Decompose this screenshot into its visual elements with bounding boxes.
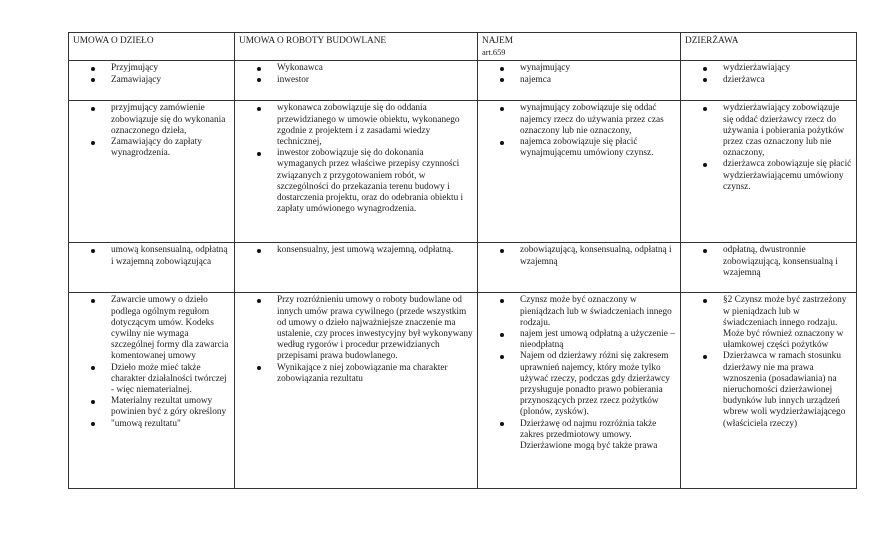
header-cell-najem (478, 33, 681, 61)
list-item: wynajmujący zobowiązuje się oddać najemcy rzecz do używania przez czas oznaczony lub nie oznaczony, (520, 103, 676, 137)
list-item: Przyjmujący (111, 63, 230, 74)
header-cell-dzierzawa (681, 33, 857, 61)
list-item: umową konsensualną, odpłatną i wzajemną zobowiązująca (111, 245, 230, 267)
header-title: DZIERŻAWA (685, 36, 739, 46)
list-item: Zawarcie umowy o dzieło podlega ogólnym regułom dotyczącym umów. Kodeks cywilny nie wymaga szczególnej formy dla zawarcia komentowanej umowy (111, 295, 229, 362)
table-cell (235, 243, 478, 293)
table-cell (69, 101, 235, 243)
table-cell (681, 61, 857, 101)
table-cell (681, 243, 857, 293)
list-item: dzierżawca (723, 75, 852, 86)
comparison-table (68, 32, 857, 489)
list-item: Wykonawca (277, 63, 473, 74)
list-item: wydzierżawiający (723, 63, 852, 74)
list-item: odpłatną, dwustronnie zobowiązującą, konsensualną i wzajemną (723, 245, 852, 279)
list-item: Dzierżawę od najmu rozróżnia także zakres przedmiotowy umowy. Dzierżawione mogą być także prawa (520, 419, 676, 453)
list-item: Najem od dzierżawy różni się zakresem uprawnień najemcy, który może tylko używać rzeczy, podczas gdy dzierżawcy przysługuje ponadto prawo pobierania przynoszących przez rzecz pożytków (plonów, zysków). (520, 351, 676, 418)
list-item: "umową rezultatu" (111, 419, 230, 430)
table-cell (478, 101, 681, 243)
list-item: Zamawiający do zapłaty wynagrodzenia. (111, 137, 230, 159)
table-cell (478, 61, 681, 101)
table-cell (235, 61, 478, 101)
list-item: przyjmujący zamówienie zobowiązuje się do wykonania oznaczonego dzieła, (111, 103, 230, 137)
table-cell (478, 293, 681, 489)
list-item: wydzierżawiający zobowiązuje się oddać dzierżawcy rzecz do używania i pobierania pożytków przez czas oznaczony lub nie oznaczony, (723, 103, 852, 159)
list-item: najemca zobowiązuje się płacić wynajmującemu umówiony czynsz. (520, 137, 676, 159)
list-item: §2 Czynsz może być zastrzeżony w pieniądzach lub w świadczeniach innego rodzaju. Może być również oznaczony w ułamkowej części pożytków (723, 295, 852, 351)
list-item: inwestor zobowiązuje się do dokonania wymaganych przez właściwe przepisy czynności związanych z przygotowaniem robót, w szczególności do przekazania terenu budowy i dostarczenia projektu, oraz do odebrania obiektu i zapłaty umówionego wynagrodzenia. (277, 148, 473, 215)
list-item: Zamawiający (111, 75, 230, 86)
table-cell (69, 61, 235, 101)
list-item: dzierżawca zobowiązuje się płacić wydzierżawiającemu umówiony czynsz. (723, 159, 852, 192)
table-cell (69, 243, 235, 293)
header-cell-umowa-o-dzielo (69, 33, 235, 61)
table-row-obligations (69, 101, 857, 243)
list-item: wynajmujący (520, 63, 676, 74)
table-row-notes (69, 293, 857, 489)
header-title: NAJEM (482, 36, 513, 46)
table-cell (235, 101, 478, 243)
table-cell (681, 101, 857, 243)
header-row (69, 33, 857, 61)
table-cell (69, 293, 235, 489)
list-item: Wynikające z niej zobowiązanie ma charakter zobowiązania rezultatu (277, 363, 473, 385)
list-item: inwestor (277, 75, 473, 86)
list-item: najem jest umową odpłatną a użyczenie – nieodpłatną (520, 329, 675, 351)
table-cell (235, 293, 478, 489)
list-item: wykonawca zobowiązuje się do oddania przewidzianego w umowie obiektu, wykonanego zgodnie z projektem i z zasadami wiedzy technicznej, (277, 103, 473, 148)
list-item: Dzieło może mieć także charakter działalności twórczej - więc niematerialnej. (111, 363, 230, 397)
list-item: Dzierżawca w ramach stosunku dzierżawy nie ma prawa wznoszenia (posadawiania) na nieruchomości dzierżawionej budynków lub innych urządzeń wbrew woli wydzierżawiającego (właściciela rzeczy) (723, 351, 852, 429)
header-title: UMOWA O DZIEŁO (73, 36, 154, 46)
table-cell (478, 243, 681, 293)
list-item: Przy rozróżnieniu umowy o roboty budowlane od innych umów prawa cywilnego (przede wszystkim od umowy o dzieło najważniejsze znaczenie ma ustalenie, czy proces inwestycyjny był wykonywany według rygorów i procedur przewidzianych przepisami prawa budowlanego. (277, 295, 473, 362)
header-cell-roboty-budowlane (235, 33, 478, 61)
list-item: Czynsz może być oznaczony w pieniądzach lub w świadczeniach innego rodzaju. (520, 295, 676, 329)
list-item: zobowiązującą, konsensualną, odpłatną i wzajemną (520, 245, 676, 267)
list-item: Materialny rezultat umowy powinien być z góry określony (111, 396, 230, 418)
list-item: najemca (520, 75, 676, 86)
header-title: UMOWA O ROBOTY BUDOWLANE (239, 36, 387, 46)
table-row-characteristics (69, 243, 857, 293)
table-cell (681, 293, 857, 489)
list-item: konsensualny, jest umową wzajemną, odpłatną. (277, 245, 473, 256)
table-row-parties (69, 61, 857, 101)
header-subtitle: art.659 (482, 48, 506, 58)
